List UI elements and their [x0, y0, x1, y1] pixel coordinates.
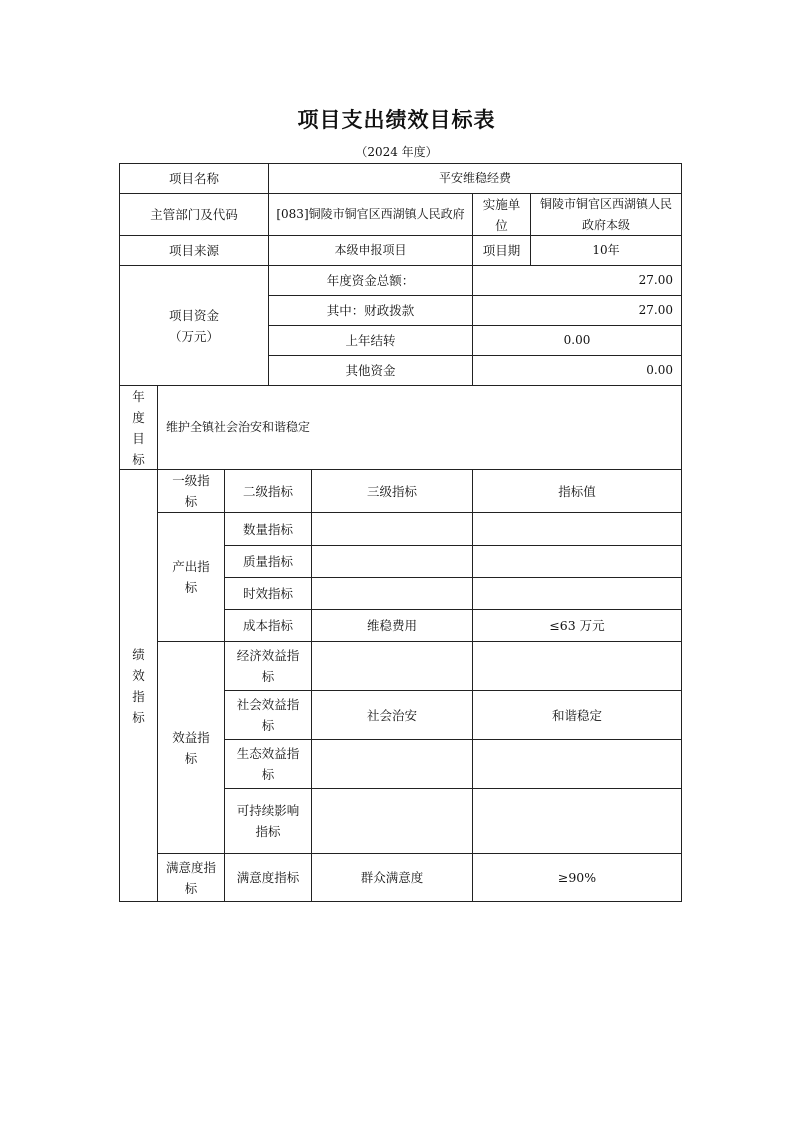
satisfaction-level3: 群众满意度	[360, 870, 424, 885]
satisfaction-value: ≥90%	[557, 870, 597, 885]
satisfaction-level2: 满意度指标	[236, 870, 300, 885]
benefit-level2: 社会效益指标	[236, 697, 300, 733]
benefit-value	[473, 740, 681, 788]
impl-value: 铜陵市铜官区西湖镇人民政府本级	[539, 196, 672, 232]
output-value: ≤63 万元	[549, 618, 605, 633]
funds-carryover-label: 上年结转	[345, 333, 396, 348]
benefit-value	[473, 642, 681, 690]
benefit-level2: 可持续影响指标	[236, 803, 300, 839]
header-value: 指标值	[558, 483, 596, 499]
benefit-level2: 生态效益指标	[236, 746, 300, 782]
benefit-level3	[312, 789, 472, 853]
annual-goal-label	[120, 386, 157, 469]
funds-total-label: 年度资金总额：	[326, 273, 415, 288]
output-level2: 时效指标	[242, 586, 293, 601]
benefit-value	[473, 789, 681, 853]
benefit-indicator-label: 效益指标	[172, 729, 210, 766]
output-level3	[312, 578, 472, 609]
output-level3: 维稳费用	[366, 618, 417, 633]
benefit-level3	[312, 740, 472, 788]
annual-goal-char: 年	[132, 388, 145, 404]
benefit-level3	[312, 642, 472, 690]
impl-label: 实施单位	[482, 196, 521, 233]
funds-other-value: 0.00	[646, 363, 673, 377]
output-indicator-label: 产出指标	[172, 559, 210, 595]
output-level3	[312, 513, 472, 545]
period-value: 10年	[592, 243, 620, 257]
project-name-value: 平安维稳经费	[438, 171, 511, 185]
source-label: 项目来源	[168, 243, 219, 258]
dept-value: [083]铜陵市铜官区西湖镇人民政府	[276, 207, 465, 221]
performance-char: 指	[132, 688, 145, 704]
funds-other-label: 其他资金	[345, 363, 396, 378]
header-level1: 一级指标	[172, 473, 210, 509]
annual-goal-text: 维护全镇社会治安和谐稳定	[166, 420, 311, 434]
output-value	[473, 578, 681, 609]
performance-label	[120, 470, 157, 901]
performance-char: 绩	[132, 646, 145, 662]
page-title: 项目支出绩效目标表	[297, 107, 496, 132]
benefit-level2: 经济效益指标	[236, 648, 300, 684]
funds-label: 项目资金	[168, 307, 219, 323]
output-value	[473, 513, 681, 545]
funds-label-block	[120, 266, 268, 385]
output-level2: 成本指标	[242, 618, 293, 633]
period-label: 项目期	[482, 243, 521, 258]
year-label: （2024 年度）	[355, 145, 438, 159]
output-value	[473, 546, 681, 577]
funds-carryover-value: 0.00	[563, 333, 591, 347]
annual-goal-char: 度	[132, 409, 145, 425]
annual-goal-char: 目	[132, 430, 145, 446]
performance-char: 标	[132, 709, 145, 725]
benefit-value: 和谐稳定	[551, 707, 602, 723]
output-level2: 质量指标	[242, 554, 293, 569]
project-name-label: 项目名称	[168, 171, 219, 186]
performance-char: 效	[132, 667, 145, 683]
funds-fiscal-label: 其中：财政拨款	[326, 303, 415, 318]
funds-total-value: 27.00	[638, 273, 673, 287]
output-level3	[312, 546, 472, 577]
source-value: 本级申报项目	[334, 243, 407, 257]
benefit-level3: 社会治安	[366, 707, 417, 723]
funds-unit: （万元）	[168, 328, 219, 344]
satisfaction-indicator-label: 满意度指标	[165, 859, 216, 896]
funds-fiscal-value: 27.00	[638, 303, 673, 317]
header-level3: 三级指标	[366, 483, 417, 499]
output-level2: 数量指标	[242, 521, 293, 537]
annual-goal-char: 标	[132, 451, 145, 467]
dept-label: 主管部门及代码	[150, 207, 238, 222]
header-level2: 二级指标	[242, 483, 293, 499]
